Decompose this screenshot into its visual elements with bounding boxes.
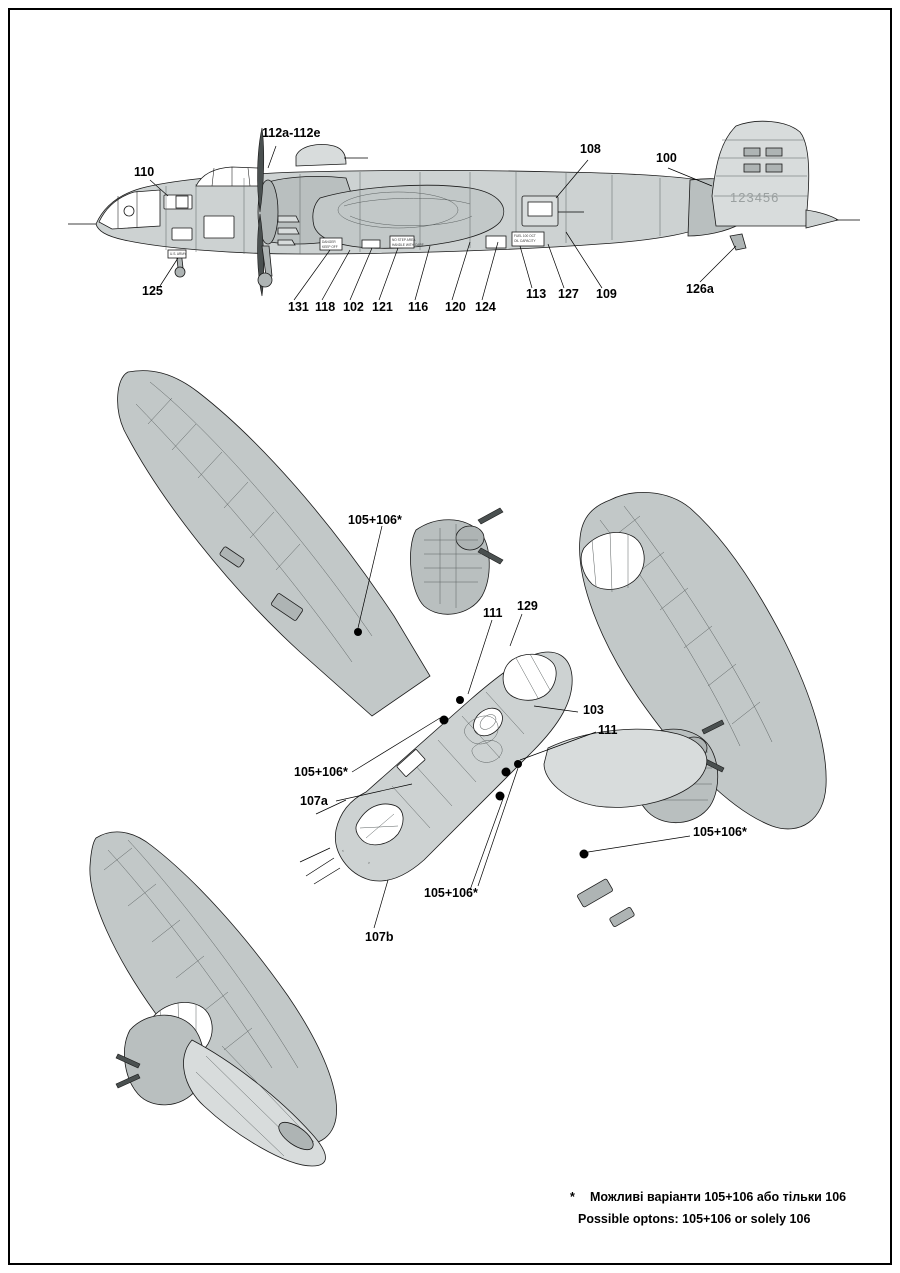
plan-view-group — [90, 371, 826, 1166]
callout-110: 110 — [134, 165, 155, 179]
svg-text:KEEP OFF: KEEP OFF — [322, 245, 338, 249]
callout-118: 118 — [315, 300, 336, 314]
callout-105-106-c: 105+106* — [693, 825, 747, 839]
svg-text:U.S. ARMY: U.S. ARMY — [170, 252, 187, 256]
callout-107a: 107a — [300, 794, 328, 808]
callout-113: 113 — [526, 287, 547, 301]
callout-111-b: 111 — [598, 723, 618, 737]
svg-text:<: < — [342, 849, 344, 853]
callout-121: 121 — [372, 300, 393, 314]
callout-100: 100 — [656, 151, 677, 165]
callout-102: 102 — [343, 300, 364, 314]
callout-108: 108 — [580, 142, 601, 156]
callout-111-a: 111 — [483, 606, 503, 620]
footnote-marker: * — [570, 1190, 575, 1204]
callout-105-106-d: 105+106* — [424, 886, 478, 900]
footnote-line-uk: Можливі варіанти 105+106 або тільки 106 — [590, 1190, 847, 1204]
callout-109: 109 — [596, 287, 617, 301]
svg-text:NO STEP AREA: NO STEP AREA — [392, 238, 416, 242]
footnote-line-en: Possible optons: 105+106 or solely 106 — [578, 1212, 811, 1226]
svg-text:FUEL 100 OCT: FUEL 100 OCT — [514, 234, 536, 238]
callout-125: 125 — [142, 284, 163, 298]
svg-text:HANDLE WITH CARE: HANDLE WITH CARE — [392, 243, 424, 247]
callout-127: 127 — [558, 287, 579, 301]
side-view-group — [68, 121, 860, 300]
callout-124: 124 — [475, 300, 496, 314]
callout-120: 120 — [445, 300, 466, 314]
svg-text:123456: 123456 — [730, 190, 780, 205]
callout-107b: 107b — [365, 930, 394, 944]
callout-105-106-b: 105+106* — [294, 765, 348, 779]
callout-131: 131 — [288, 300, 309, 314]
svg-text:OIL CAPACITY: OIL CAPACITY — [514, 239, 536, 243]
callout-103: 103 — [583, 703, 604, 717]
svg-text:>: > — [368, 861, 370, 865]
callout-105-106-a: 105+106* — [348, 513, 402, 527]
svg-text:DANGER: DANGER — [322, 240, 336, 244]
callout-129: 129 — [517, 599, 538, 613]
callout-112a-112e: 112a-112e — [262, 126, 321, 140]
callout-126a: 126a — [686, 282, 714, 296]
callout-116: 116 — [408, 300, 429, 314]
